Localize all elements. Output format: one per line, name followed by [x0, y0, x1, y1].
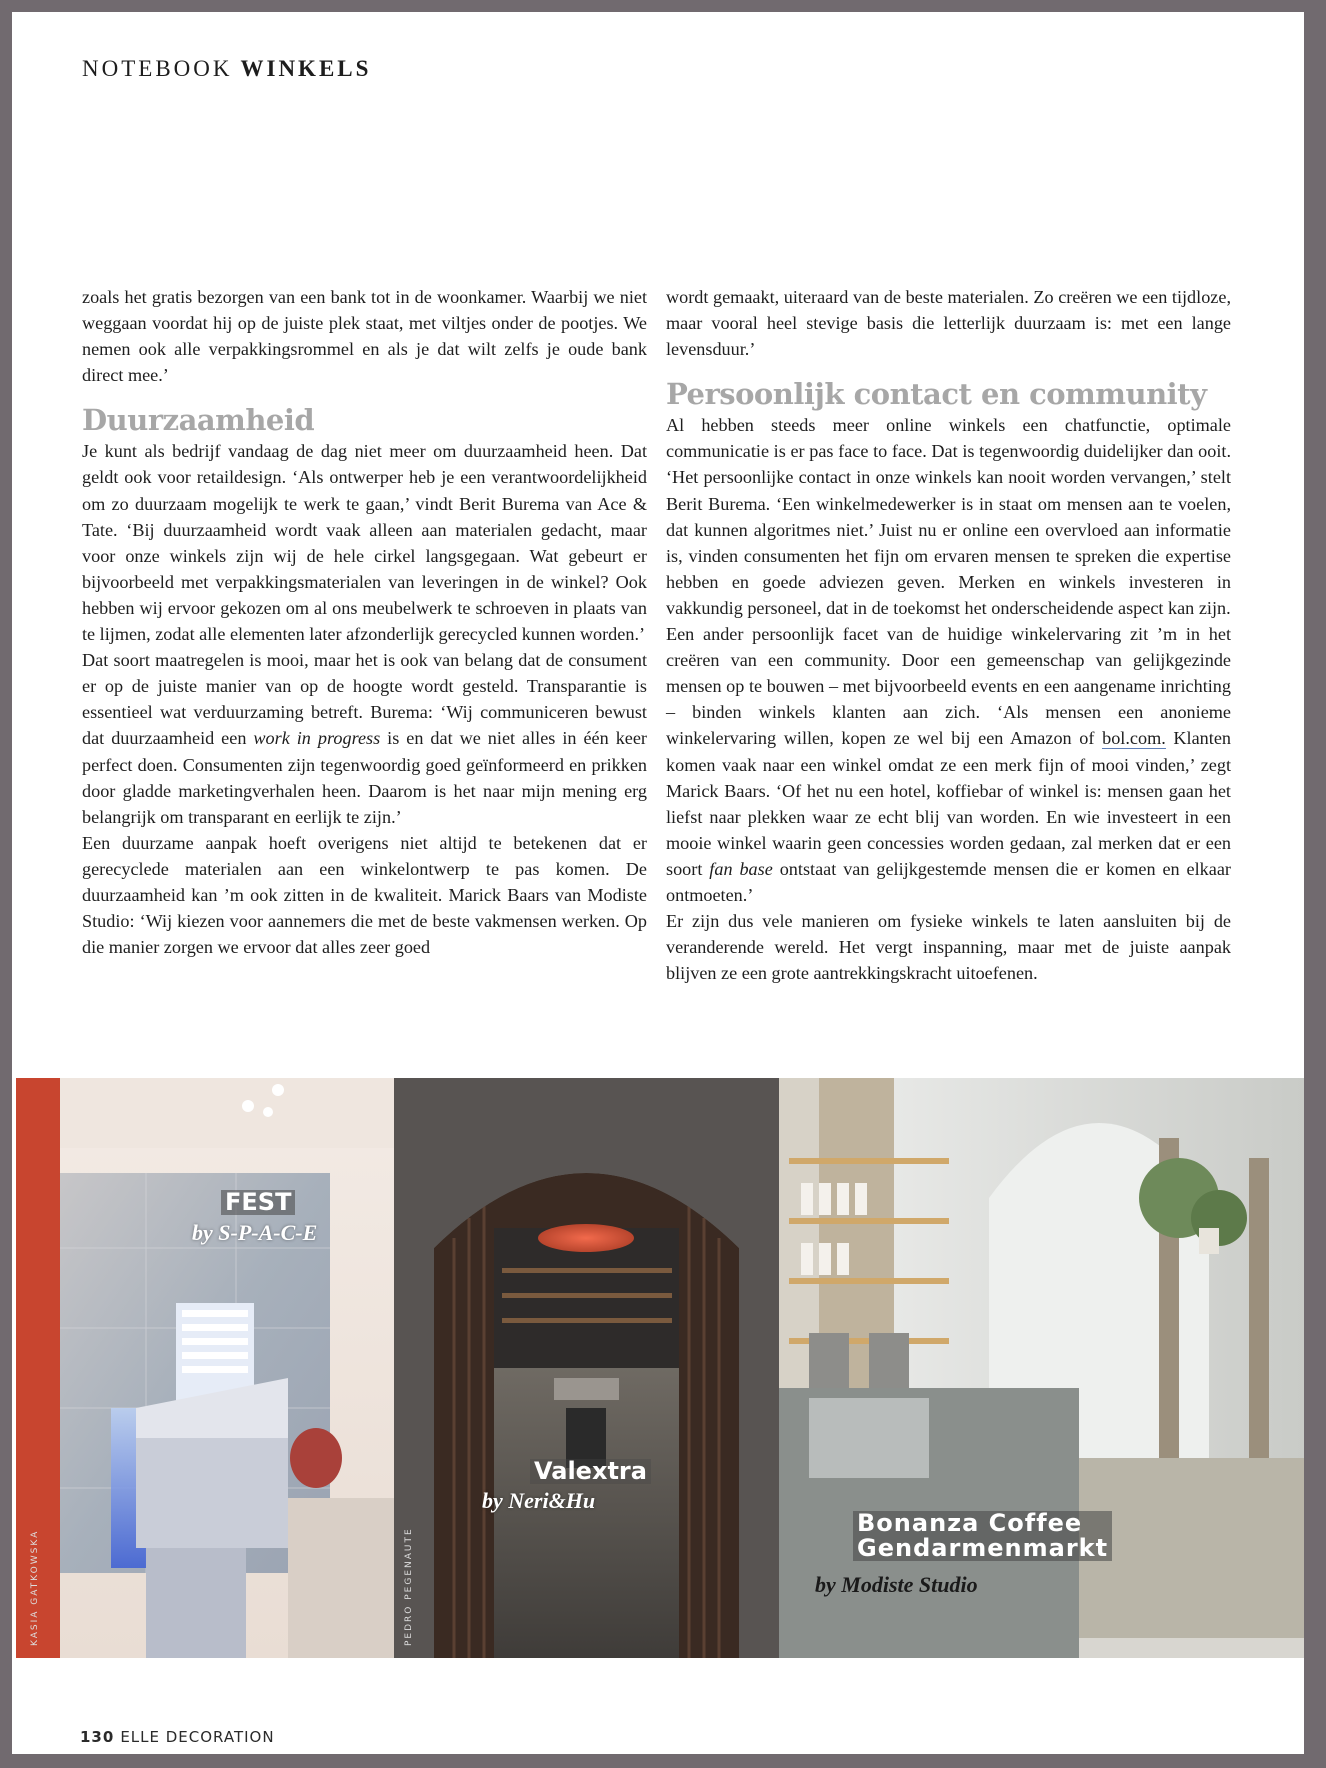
photo-valextra-image [394, 1078, 779, 1658]
left-column [82, 284, 647, 960]
bol-link[interactable]: bol.com. [1102, 728, 1166, 749]
magazine-name: ELLE DECORATION [120, 1728, 275, 1746]
paragraph [666, 621, 1231, 908]
photo-valextra-title: Valextra [530, 1459, 651, 1484]
paragraph: Een duurzame aanpak hoeft overigens niet altijd te betekenen dat er gerecyclede materialen aan een winkelontwerp te pas komen. De duurzaamheid kan ’m ook zitten in de kwaliteit. Marick Baars van Modiste Studio: ‘Wij kiezen voor aannemers die met de beste vakmensen werken. Op die manier zorgen we ervoor dat alles zeer goed [82, 832, 647, 958]
section-header [82, 56, 371, 82]
photo-bonanza-image [779, 1078, 1304, 1658]
text-run: Een ander persoonlijk facet van de huidige winkelervaring zit ’m in het creëren van een community. Door een gemeenschap van gelijkgezinde mensen op te bouwen – met bijvoorbeeld events en een aangename inrichting – binden winkels klanten aan zich. ‘Als mensen een anonieme winkelervaring willen, kopen ze wel bij een Amazon of [666, 624, 1231, 749]
photo-bonanza-title [853, 1511, 1112, 1561]
photo-fest [16, 1078, 394, 1658]
text-run: ontstaat van gelijkgestemde mensen die er komen en elkaar ontmoeten.’ [666, 858, 1231, 905]
paragraph: wordt gemaakt, uiteraard van de beste materialen. Zo creëren we een tijdloze, maar vooral heel stevige basis die letterlijk duurzaam is: met een lange levensduur.’ [666, 287, 1231, 360]
paragraph: Al hebben steeds meer online winkels een chatfunctie, optimale communicatie is er pas face to face. Dat is tegenwoordig duidelijker dan ooit. ‘Het persoonlijke contact in onze winkels kan nooit worden vervangen,’ stelt Berit Burema. ‘Een winkelmedewerker is in staat om mensen aan te voelen, dat kunnen algoritmes niet.’ Juist nu er online een overvloed aan informatie is, vinden consumenten het fijn om ervaren mensen te spreken die expertise hebben en goede adviezen geven. Merken en winkels investeren in vakkundig personeel, dat in de toekomst het onderscheidende aspect kan zijn. [666, 415, 1231, 618]
photo-bonanza [779, 1078, 1304, 1658]
photo-valextra-byline: by Neri&Hu [482, 1488, 596, 1513]
section-title: WINKELS [240, 56, 372, 81]
heading-duurzaamheid: Duurzaamheid [82, 403, 315, 438]
emphasis: work in progress [253, 728, 381, 749]
page-number: 130 [80, 1728, 115, 1746]
heading-persoonlijk-contact: Persoonlijk contact en community [666, 377, 1207, 412]
emphasis: fan base [709, 858, 773, 879]
right-column [666, 284, 1231, 986]
photo-fest-byline: by S-P-A-C-E [192, 1220, 318, 1245]
section-label: NOTEBOOK [82, 56, 233, 81]
text-run: Dat soort maatregelen is mooi, maar het is ook van belang dat de consument er op de juiste manier van op de hoogte wordt gesteld. Transparantie is essentieel wat verduurzaming betreft. Burema: ‘Wij communiceren bewust dat duurzaamheid een [82, 650, 647, 749]
text-run: is en dat we niet alles in één keer perfect doen. Consumenten zijn tegenwoordig goed geïnformeerd en prikken door gladde marketingverhalen heen. Daarom is het naar mijn mening erg belangrijk om transparant en eerlijk te zijn.’ [82, 728, 647, 827]
photo-credit: KASIA GATKOWSKA [30, 1529, 40, 1646]
photo-bonanza-title-line1: Bonanza Coffee [857, 1509, 1083, 1537]
magazine-page [12, 12, 1304, 1754]
photo-strip [16, 1078, 1304, 1658]
paragraph [82, 647, 647, 830]
page-footer [80, 1728, 275, 1746]
photo-fest-image [16, 1078, 394, 1658]
paragraph: Je kunt als bedrijf vandaag de dag niet meer om duurzaamheid heen. Dat geldt ook voor retaildesign. ‘Als ontwerper heb je een verantwoordelijkheid om zo duurzaam mogelijk te werk te gaan,’ vindt Berit Burema van Ace & Tate. ‘Bij duurzaamheid wordt vaak alleen aan materialen gedacht, maar voor onze winkels zijn wij de hele cirkel langsgegaan. Wat gebeurt er bijvoorbeeld met verpakkingsmaterialen van leveringen in de winkel? Ook hebben wij ervoor gekozen om al ons meubelwerk te schroeven in plaats van te lijmen, zodat alle elementen later afzonderlijk gerecycled kunnen worden.’ [82, 441, 647, 645]
paragraph: Er zijn dus vele manieren om fysieke winkels te laten aansluiten bij de veranderende wereld. Het vergt inspanning, maar met de juiste aanpak blijven ze een grote aantrekkingskracht uitoefenen. [666, 911, 1231, 984]
photo-valextra [394, 1078, 779, 1658]
photo-credit: PEDRO PEGENAUTE [404, 1527, 414, 1646]
photo-bonanza-title-line2: Gendarmenmarkt [857, 1534, 1109, 1563]
paragraph: zoals het gratis bezorgen van een bank tot in de woonkamer. Waarbij we niet weggaan voordat hij op de juiste plek staat, met viltjes onder de pootjes. We nemen ook alle verpakkingsrommel en als je dat wilt zelfs je oude bank direct mee.’ [82, 287, 647, 386]
text-run: Klanten komen vaak naar een winkel omdat ze een merk fijn of mooi vinden,’ zegt Marick Baars. ‘Of het nu een hotel, koffiebar of winkel is: mensen gaan het liefst naar plekken waar ze echt blij van worden. En wie investeert in een mooie winkel waarin geen concessies worden gedaan, zal merken dat er een soort [666, 728, 1231, 879]
photo-fest-title: FEST [221, 1190, 295, 1215]
photo-bonanza-byline: by Modiste Studio [815, 1572, 978, 1597]
